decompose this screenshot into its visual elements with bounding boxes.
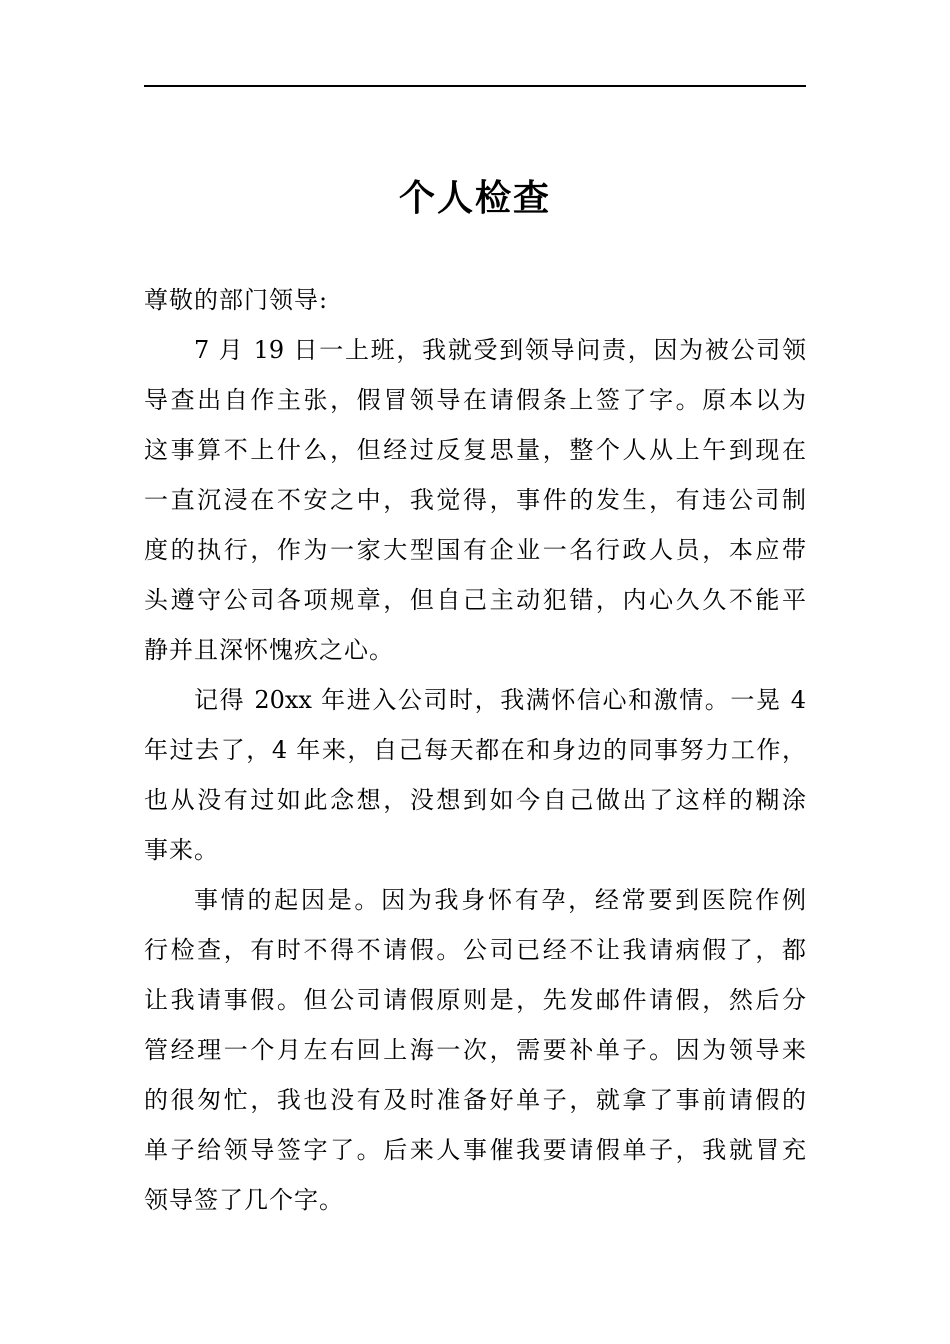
paragraph-line: 也从没有过如此念想，没想到如今自己做出了这样的糊涂 <box>144 786 806 814</box>
paragraph-line: 导查出自作主张，假冒领导在请假条上签了字。原本以为 <box>144 386 806 414</box>
salutation: 尊敬的部门领导: <box>144 286 329 314</box>
paragraph-line: 记得 20xx 年进入公司时，我满怀信心和激情。一晃 4 <box>194 686 806 714</box>
paragraph-line: 头遵守公司各项规章，但自己主动犯错，内心久久不能平 <box>144 586 806 614</box>
paragraph-line: 一直沉浸在不安之中，我觉得，事件的发生，有违公司制 <box>144 486 806 514</box>
paragraph-line: 行检查，有时不得不请假。公司已经不让我请病假了，都 <box>144 936 806 964</box>
paragraph-line: 单子给领导签字了。后来人事催我要请假单子，我就冒充 <box>144 1136 806 1164</box>
paragraph-line: 这事算不上什么，但经过反复思量，整个人从上午到现在 <box>144 436 806 464</box>
paragraph-line: 的很匆忙，我也没有及时准备好单子，就拿了事前请假的 <box>144 1086 806 1114</box>
paragraph-3 <box>144 875 806 1225</box>
paragraph-1 <box>144 325 806 675</box>
paragraph-line: 事情的起因是。因为我身怀有孕，经常要到医院作例 <box>194 886 806 914</box>
header-rule <box>144 85 806 87</box>
document-title: 个人检查 <box>398 177 551 219</box>
document-body <box>144 275 806 1225</box>
paragraph-line: 事来。 <box>144 836 219 864</box>
paragraph-line: 领导签了几个字。 <box>144 1186 344 1214</box>
paragraph-line: 年过去了，4 年来，自己每天都在和身边的同事努力工作， <box>144 736 806 764</box>
paragraph-line: 管经理一个月左右回上海一次，需要补单子。因为领导来 <box>144 1036 806 1064</box>
paragraph-line: 7 月 19 日一上班，我就受到领导问责，因为被公司领 <box>194 336 806 364</box>
paragraph-2 <box>144 675 806 875</box>
paragraph-line: 度的执行，作为一家大型国有企业一名行政人员，本应带 <box>144 536 806 564</box>
paragraph-line: 让我请事假。但公司请假原则是，先发邮件请假，然后分 <box>144 986 806 1014</box>
paragraph-line: 静并且深怀愧疚之心。 <box>144 636 394 664</box>
